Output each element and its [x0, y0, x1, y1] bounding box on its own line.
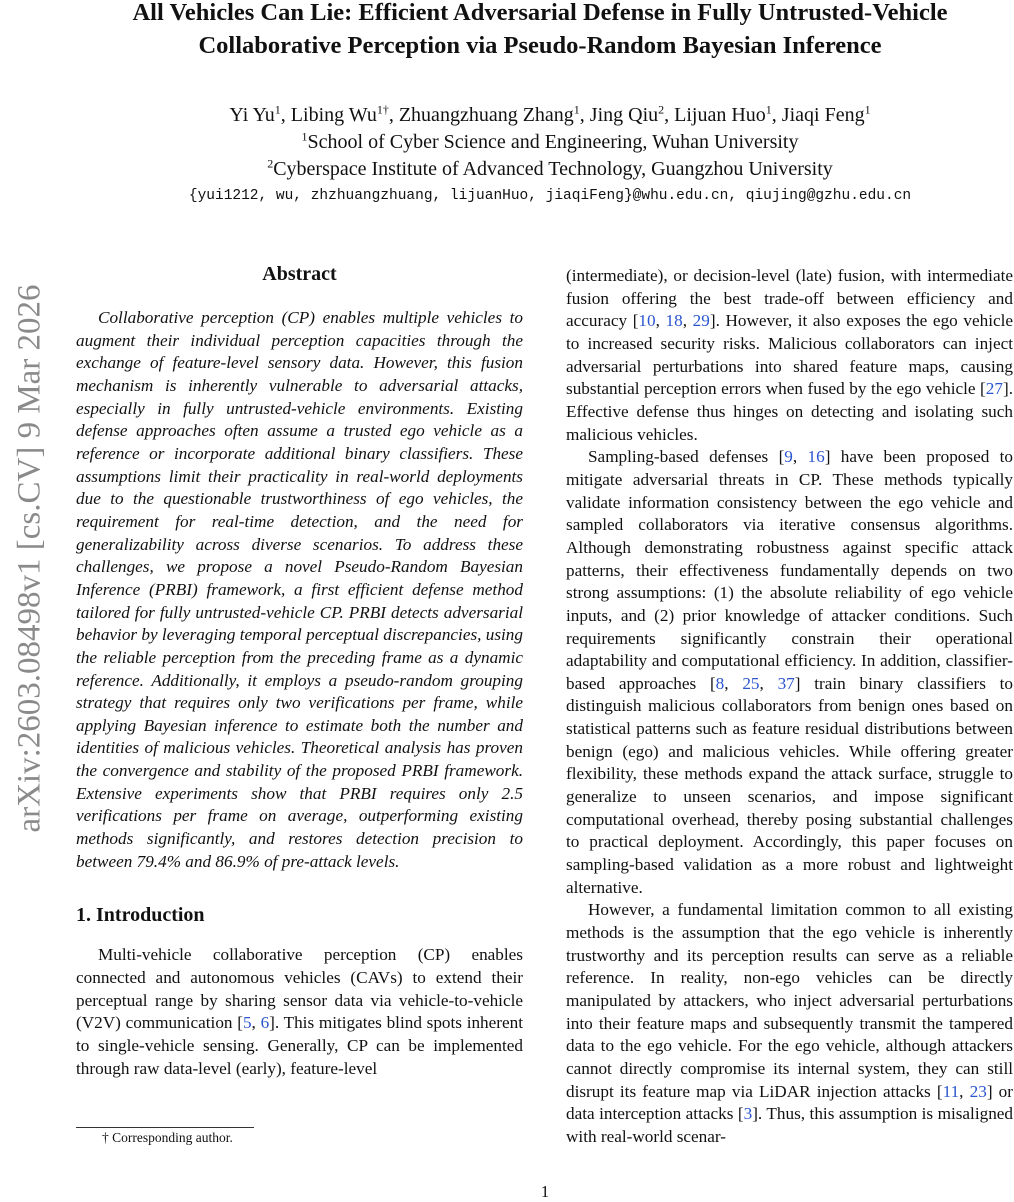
citation-link[interactable]: 37 [777, 673, 795, 693]
affiliation-name: School of Cyber Science and Engineering, Wuhan University [307, 131, 799, 153]
footnote-rule [76, 1127, 254, 1128]
author-list: Yi Yu$^1$, Libing $Wu^{1\dagger}$, Zhuangzhuang Zhang$^1$, Jing Qiu$^2$, Lijuan Huo$^1$, Jiaqi Feng$^1$ [229, 102, 871, 126]
citation-link[interactable]: 5 [242, 1013, 252, 1033]
abstract-heading: Abstract [262, 263, 337, 285]
author-emails: {yui1212, wu, zhzhuangzhuang, lijuanHuo, jiaqiFeng}@whu.edu.cn, qiujing@gzhu.edu.cn [188, 188, 912, 204]
paragraph: However, a fundamental limitation common to all existing methods is the assumption that the ego vehicle is inherently trustworthy and its perception results can serve as a reliable reference. In reality, non-ego vehicles can be directly manipulated by attackers, who inject adversarial perturbations into their feature maps and subsequently transmit the tampered data to the ego vehicle. For the ego vehicle, although attackers cannot directly compromise its internal system, they can still disrupt its feature map via LiDAR injection attacks [11, 23] or data interception attacks [3]. Thus, this assumption is misaligned with real-world scenar- [566, 900, 1014, 1146]
paragraph: (intermediate), or decision-level (late) fusion, with intermediate fusion offering the best trade-off between efficiency and accuracy [10, 18, 29]. However, it also exposes the ego vehicle to increased security risks. Malicious collaborators can inject adversarial perturbations into shared feature maps, causing substantial perception errors when fused by the ego vehicle [27]. Effective defense thus hinges on detecting and isolating such malicious vehicles. [566, 266, 1014, 444]
affiliation [0, 156, 1014, 183]
title-line: Collaborative Perception via Pseudo-Random Bayesian Inference [198, 32, 882, 59]
author-name: Zhuangzhuang Zhang [398, 104, 574, 126]
author-affiliation-mark: 1 [765, 102, 772, 117]
citation-link[interactable]: 27 [985, 379, 1003, 399]
author-affiliation-mark: 1 [274, 102, 281, 117]
citation-link[interactable]: 6 [260, 1013, 270, 1033]
author-name: Yi Yu [229, 104, 275, 126]
intro-right-text [566, 265, 1013, 1149]
left-column [76, 262, 523, 1080]
citation-link[interactable]: 11 [942, 1081, 960, 1101]
abstract-text: Collaborative perception (CP) enables multiple vehicles to augment their individual perception capacities through the exchange of feature-level sensory data. However, this fusion mechanism is inherently vulnerable to adversarial attacks, especially in fully untrusted-vehicle environments. Existing defense approaches often assume a trusted ego vehicle as a reference or incorporate additional binary classifiers. These assumptions limit their practicality in real-world deployments due to the questionable trustworthiness of ego vehicles, the requirement for real-time detection, and the need for generalizability across diverse scenarios. To address these challenges, we propose a novel Pseudo-Random Bayesian Inference (PRBI) framework, a first efficient defense method tailored for fully untrusted-vehicle CP. PRBI detects adversarial behavior by leveraging temporal perceptual discrepancies, using the reliable perception from the preceding frame as a dynamic reference. Additionally, it employs a pseudo-random grouping strategy that requires only two verifications per frame, while applying Bayesian inference to estimate both the number and identities of malicious vehicles. Theoretical analysis has proven the convergence and stability of the proposed PRBI framework. Extensive experiments show that PRBI requires only 2.5 verifications per frame on average, outperforming existing methods significantly, and restores detection precision to between 79.4% and 86.9% of pre-attack levels. [76, 308, 523, 871]
citation-link[interactable]: 16 [807, 447, 825, 467]
paragraph: Multi-vehicle collaborative perception (CP) enables connected and autonomous vehicles (CAVs) to extend their perceptual range by sharing sensor data via vehicle-to-vehicle (V2V) communication [5, 6]. This mitigates blind spots inherent to single-vehicle sensing. Generally, CP can be implemented through raw data-level (early), feature-level [76, 945, 524, 1078]
affiliation-name: Cyberspace Institute of Advanced Technology, Guangzhou University [273, 158, 833, 180]
affiliation-mark: 2 [267, 156, 274, 171]
arxiv-identifier: arXiv:2603.08498v1 [cs.CV] 9 Mar 2026 [11, 284, 48, 833]
author-name: Jing Qiu [589, 104, 659, 126]
citation-link[interactable]: 10 [638, 311, 656, 331]
affiliation [0, 129, 1014, 156]
author-affiliation-mark: 1† [376, 102, 389, 117]
paper-title [40, 0, 1014, 62]
citation-link[interactable]: 8 [715, 673, 725, 693]
intro-left-text [76, 944, 523, 1080]
citation-link[interactable]: 9 [784, 447, 793, 467]
author-affiliation-mark: 1 [573, 102, 580, 117]
affiliation-mark: 1 [301, 129, 308, 144]
citation-link[interactable]: 23 [969, 1081, 987, 1101]
citation-link[interactable]: 3 [743, 1104, 753, 1124]
citation-link[interactable]: 25 [742, 673, 760, 693]
author-affiliation-mark: 2 [658, 102, 665, 117]
right-column [566, 265, 1013, 1149]
author-name: Lijuan Huo [674, 104, 766, 126]
section-heading-introduction: 1. Introduction [76, 904, 205, 927]
paragraph: Sampling-based defenses [9, 16] have been proposed to mitigate adversarial threats in CP. These methods typically validate information consistency between the ego vehicle and sampled collaborators via iterative consensus algorithms. Although demonstrating robustness against specific attack patterns, their effectiveness fundamentally depends on two strong assumptions: (1) the absolute reliability of ego vehicle inputs, and (2) prior knowledge of attacker conditions. Such requirements significantly constrain their operational adaptability and computational efficiency. In addition, classifier-based approaches [8, 25, 37] train binary classifiers to distinguish malicious collaborators from benign ones based on statistical patterns such as feature residual distributions between benign (ego) and malicious vehicles. While offering greater flexibility, these methods expand the attack surface, struggle to generalize to unseen scenarios, and impose significant computational overhead, thereby posing substantial challenges to practical deployment. Accordingly, this paper focuses on sampling-based validation as a more robust and lightweight alternative. [566, 447, 1014, 897]
title-line: All Vehicles Can Lie: Efficient Adversarial Defense in Fully Untrusted-Vehicle [132, 0, 948, 26]
footnote: † Corresponding author. [102, 1130, 233, 1145]
author-affiliation-mark: 1 [864, 102, 871, 117]
author-name: Libing Wu [290, 104, 377, 126]
citation-link[interactable]: 29 [692, 311, 710, 331]
affiliation-list [0, 129, 1014, 183]
author-name: Jiaqi Feng [781, 104, 865, 126]
citation-link[interactable]: 18 [665, 311, 683, 331]
author-block [0, 102, 1014, 183]
page-number: 1 [540, 1182, 550, 1201]
